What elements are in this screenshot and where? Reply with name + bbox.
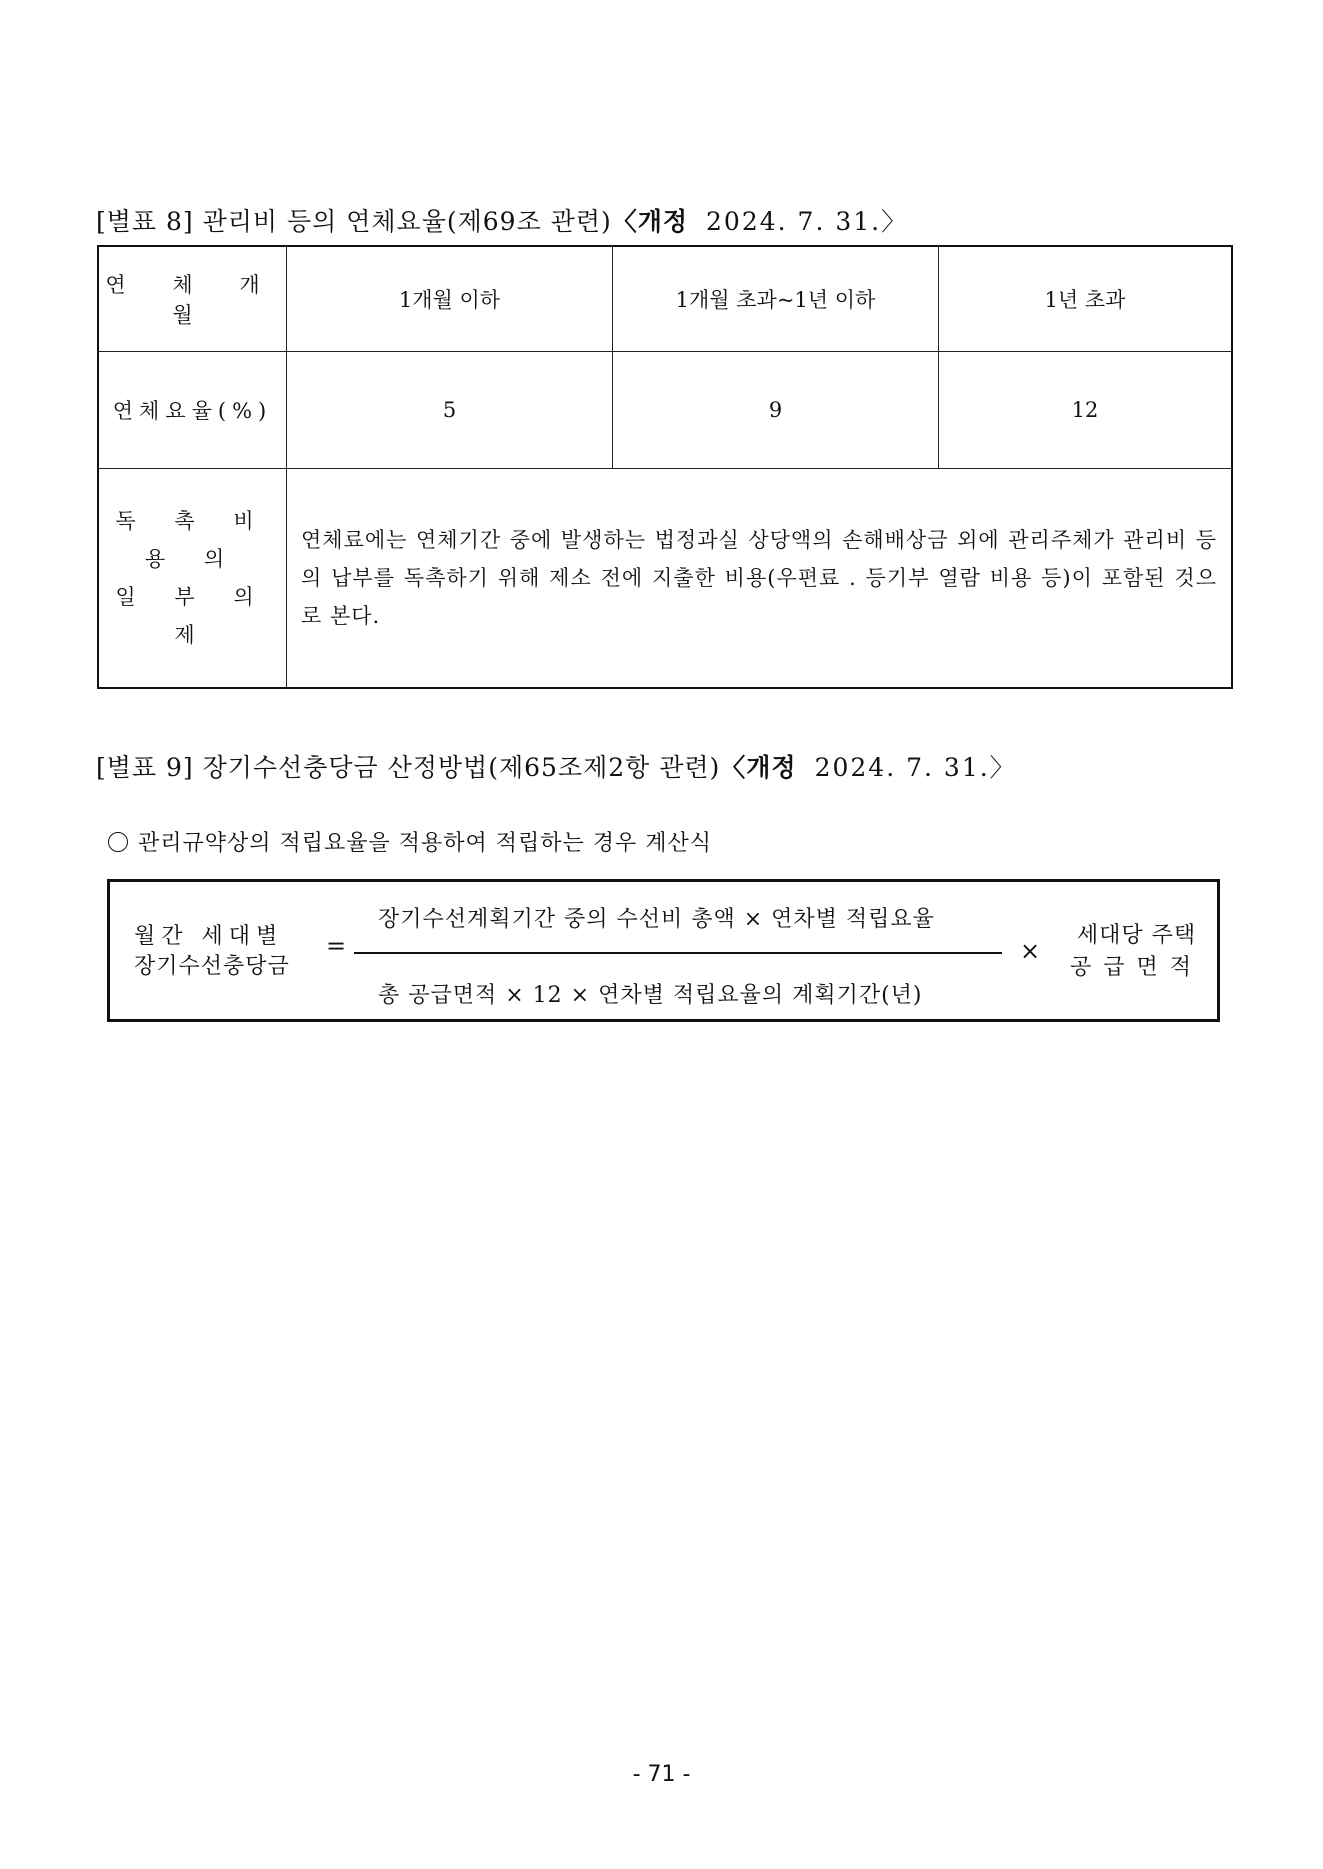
annex8-heading — [96, 202, 908, 238]
cell-period-1: 1개월 이하 — [287, 246, 613, 352]
cell-period-2: 1개월 초과~1년 이하 — [613, 246, 939, 352]
cell-period-3: 1년 초과 — [939, 246, 1233, 352]
cell-rate-2: 9 — [613, 352, 939, 469]
annex8-amend-label: 〈개정 — [611, 207, 689, 236]
table-row — [98, 352, 1232, 469]
annex9-amend-label: 〈개정 — [720, 753, 797, 782]
collection-cost-label — [98, 469, 287, 689]
multiply-sign: × — [1020, 937, 1042, 965]
table-row — [98, 246, 1232, 352]
annex9-heading — [96, 748, 1017, 784]
collection-cost-label-line1: 독 촉 비 용 의 — [115, 509, 270, 571]
formula-numerator: 장기수선계획기간 중의 수선비 총액 × 연차별 적립요율 — [378, 907, 935, 932]
formula-left-line2: 장기수선충당금 — [134, 954, 290, 979]
cell-rate-1: 5 — [287, 352, 613, 469]
formula-bullet — [108, 826, 712, 857]
formula-left-line1: 월간 세대별 — [134, 924, 284, 949]
annex9-title: [별표 9] 장기수선충당금 산정방법(제65조제2항 관련) — [96, 753, 721, 782]
annex8-amend-date: 2024. 7. 31.〉 — [706, 207, 909, 236]
annex9-amend-date: 2024. 7. 31.〉 — [814, 753, 1017, 782]
collection-cost-note: 연체료에는 연체기간 중에 발생하는 법정과실 상당액의 손해배상금 외에 관리주체가 관리비 등의 납부를 독촉하기 위해 제소 전에 지출한 비용(우편료 . 등기부 열람 비용 등)이 포함된 것으로 본다. — [287, 469, 1233, 689]
overdue-rate-label: 연체요율(%) — [98, 352, 287, 469]
fraction-line — [354, 952, 1002, 954]
overdue-rate-table — [97, 245, 1233, 689]
page-number: - 71 - — [632, 1762, 691, 1787]
formula-left-label — [134, 922, 290, 982]
collection-cost-label-line2: 일 부 의 제 — [115, 585, 270, 647]
overdue-months-label: 연 체 개 월 — [98, 246, 287, 352]
table-row — [98, 469, 1232, 689]
formula-right-line2: 공급면적 — [1070, 955, 1204, 980]
cell-rate-3: 12 — [939, 352, 1233, 469]
annex8-title: [별표 8] 관리비 등의 연체요율(제69조 관련) — [96, 207, 612, 236]
circle-bullet-icon — [108, 832, 128, 852]
formula-right-line1: 세대당 주택 — [1076, 923, 1197, 948]
bullet-text: 관리규약상의 적립요율을 적용하여 적립하는 경우 계산식 — [138, 831, 713, 856]
formula-denominator: 총 공급면적 × 12 × 연차별 적립요율의 계획기간(년) — [378, 983, 923, 1008]
formula-right-label — [1070, 920, 1203, 984]
formula-box — [107, 879, 1220, 1022]
equals-sign: = — [326, 932, 348, 960]
